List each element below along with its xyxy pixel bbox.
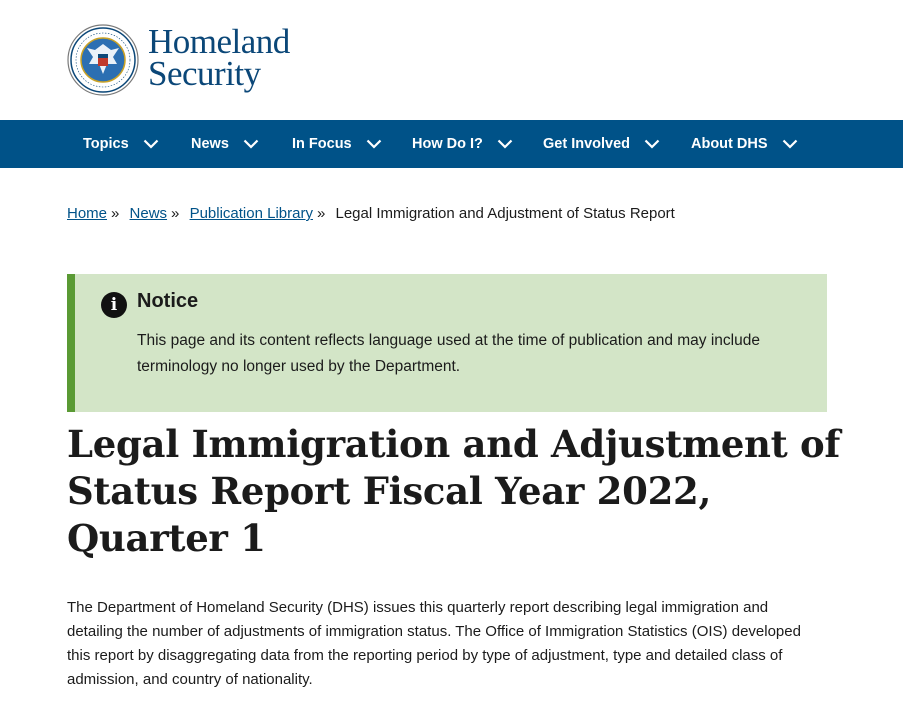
nav-item-get-involved[interactable] bbox=[543, 120, 660, 168]
breadcrumb-separator: » bbox=[171, 205, 180, 222]
breadcrumb-link-news[interactable]: News bbox=[129, 205, 168, 222]
main-nav bbox=[0, 120, 903, 168]
nav-item-how-do-i[interactable] bbox=[412, 120, 513, 168]
breadcrumb-link-publication-library[interactable]: Publication Library bbox=[189, 205, 313, 222]
notice-title: Notice bbox=[137, 290, 199, 312]
nav-item-label: Topics bbox=[83, 136, 129, 152]
breadcrumb bbox=[67, 205, 675, 222]
notice-body: This page and its content reflects language used at the time of publication and may include terminology no longer used by the Department. bbox=[137, 332, 760, 375]
nav-item-label: In Focus bbox=[292, 136, 352, 152]
nav-item-label: How Do I? bbox=[412, 136, 483, 152]
nav-item-in-focus[interactable] bbox=[292, 120, 382, 168]
breadcrumb-separator: » bbox=[316, 205, 326, 222]
intro-paragraph: The Department of Homeland Security (DHS) issues this quarterly report describing legal immigration and detailing the number of adjustments of immigration status. The Office of Immigration Statistics (OIS) developed this report by disaggregating data from the reporting period by type of adjustment, type and detailed class of admission, and country of nationality. bbox=[67, 599, 801, 688]
nav-item-topics[interactable] bbox=[83, 120, 159, 168]
chevron-down-icon bbox=[782, 139, 798, 149]
nav-item-news[interactable] bbox=[191, 120, 259, 168]
notice-alert bbox=[67, 274, 827, 412]
logo-line-2: Security bbox=[148, 54, 261, 93]
nav-item-about-dhs[interactable] bbox=[691, 120, 798, 168]
nav-item-label: Get Involved bbox=[543, 136, 631, 152]
breadcrumb-current: Legal Immigration and Adjustment of Status Report bbox=[335, 205, 675, 222]
breadcrumb-separator: » bbox=[111, 205, 120, 222]
site-header bbox=[0, 0, 903, 120]
page-title: Legal Immigration and Adjustment of Status Report Fiscal Year 2022, Quarter 1 bbox=[67, 422, 841, 560]
chevron-down-icon bbox=[243, 139, 259, 149]
nav-item-label: About DHS bbox=[691, 136, 768, 152]
chevron-down-icon bbox=[644, 139, 660, 149]
chevron-down-icon bbox=[497, 139, 513, 149]
nav-item-label: News bbox=[191, 136, 229, 152]
site-logo[interactable] bbox=[148, 22, 290, 93]
chevron-down-icon bbox=[143, 139, 159, 149]
chevron-down-icon bbox=[366, 139, 382, 149]
breadcrumb-link-home[interactable]: Home bbox=[67, 205, 108, 222]
info-icon: i bbox=[101, 292, 127, 318]
logo-line-1: Homeland bbox=[148, 22, 290, 61]
dhs-seal-icon[interactable] bbox=[67, 24, 139, 96]
